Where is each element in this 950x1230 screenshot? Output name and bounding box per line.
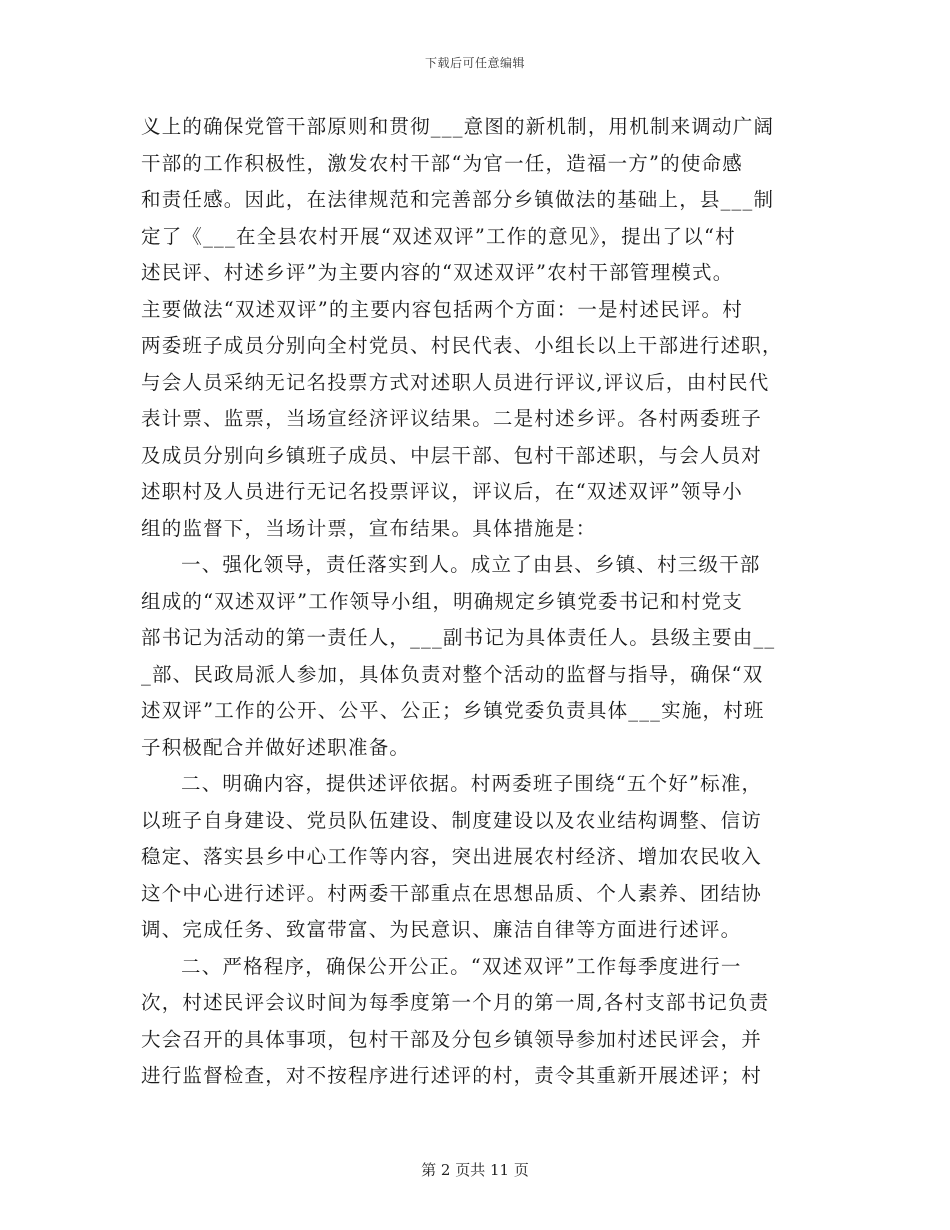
body-line: 表计票、监票，当场宣经济评议结果。二是村述乡评。各村两委班子 xyxy=(141,407,763,430)
body-line: 以班子自身建设、党员队伍建设、制度建设以及农业结构调整、信访 xyxy=(141,808,763,832)
body-line: 二、严格程序，确保公开公正。“双述双评”工作每季度进行一 xyxy=(181,954,742,978)
body-line: 一、强化领导，责任落实到人。成立了由县、乡镇、村三级干部 xyxy=(181,553,761,576)
body-line: 及成员分别向乡镇班子成员、中层干部、包村干部述职，与会人员对 xyxy=(141,443,763,467)
body-line: _部、民政局派人参加，具体负责对整个活动的监督与指导，确保“双 xyxy=(141,662,764,686)
body-line: 大会召开的具体事项，包村干部及分包乡镇领导参加村述民评会，并 xyxy=(141,1027,763,1051)
body-line: 与会人员采纳无记名投票方式对述职人员进行评议,评议后，由村民代 xyxy=(141,370,770,394)
body-line: 主要做法“双述双评”的主要内容包括两个方面：一是村述民评。村 xyxy=(141,297,743,321)
body-line: 和责任感。因此，在法律规范和完善部分乡镇做法的基础上，县___制 xyxy=(141,188,775,211)
body-line: 进行监督检查，对不按程序进行述评的村，责令其重新开展述评；村 xyxy=(141,1064,763,1087)
body-line: 述双评”工作的公开、公平、公正；乡镇党委负责具体___实施，村班 xyxy=(141,699,765,722)
body-line: 定了《___在全县农村开展“双述双评”工作的意见》，提出了以“村 xyxy=(141,224,736,248)
body-line: 这个中心进行述评。村两委干部重点在思想品质、个人素养、团结协 xyxy=(141,881,763,905)
body-line: 干部的工作积极性，激发农村干部“为官一任，造福一方”的使命感 xyxy=(141,151,743,175)
body-line: 述职村及人员进行无记名投票评议，评议后，在“双述双评”领导小 xyxy=(141,480,743,503)
page-header: 下载后可任意编辑 xyxy=(424,56,525,70)
body-line: 调、完成任务、致富带富、为民意识、廉洁自律等方面进行述评。 xyxy=(141,918,742,941)
body-line: 组的监督下，当场计票，宣布结果。具体措施是： xyxy=(141,516,597,540)
body-line: 稳定、落实县乡中心工作等内容，突出进展农村经济、增加农民收入 xyxy=(141,845,763,868)
page-footer: 第 2 页共 11 页 xyxy=(421,1161,529,1179)
body-line: 部书记为活动的第一责任人，___副书记为具体责任人。县级主要由__ xyxy=(141,626,776,649)
body-line: 次，村述民评会议时间为每季度第一个月的第一周,各村支部书记负责 xyxy=(141,991,770,1014)
body-line: 组成的“双述双评”工作领导小组，明确规定乡镇党委书记和村党支 xyxy=(141,589,743,613)
body-line: 义上的确保党管干部原则和贯彻___意图的新机制，用机制来调动广阔 xyxy=(141,115,775,138)
body-line: 二、明确内容，提供述评依据。村两委班子围绕“五个好”标准， xyxy=(181,772,763,795)
document-body xyxy=(141,109,809,1095)
body-line: 子积极配合并做好述职准备。 xyxy=(141,735,411,759)
body-line: 述民评、村述乡评”为主要内容的“双述双评”农村干部管理模式。 xyxy=(141,261,734,284)
body-line: 两委班子成员分别向全村党员、村民代表、小组长以上干部进行述职， xyxy=(141,334,783,357)
